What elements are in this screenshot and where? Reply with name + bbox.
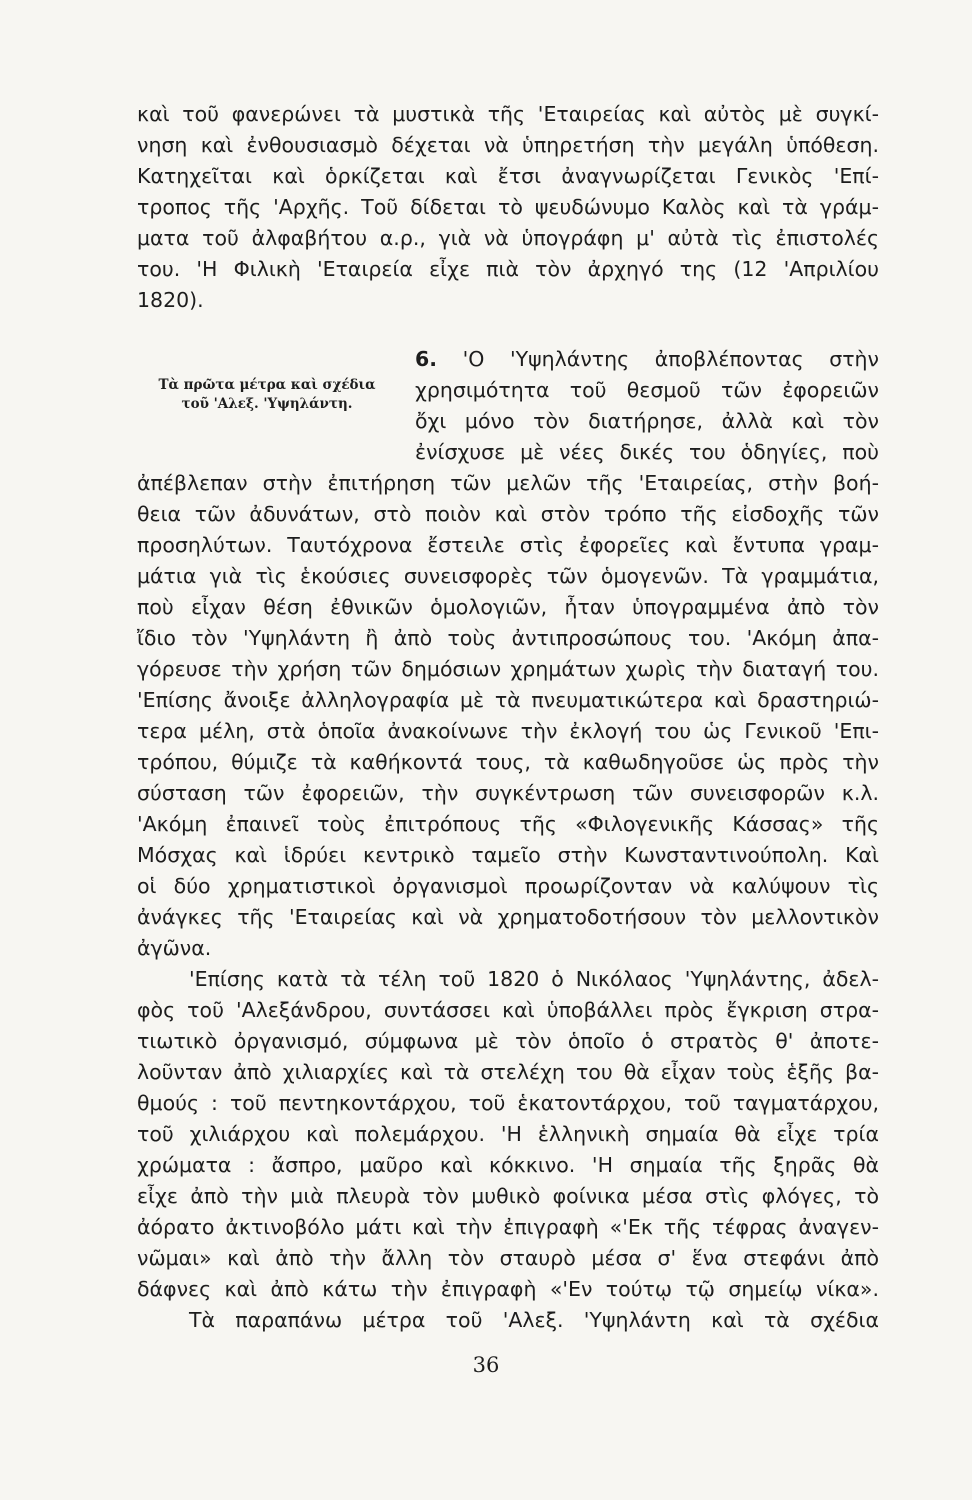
text-line	[415, 344, 879, 375]
text-line: τιωτικὸ ὀργανισμό, σύμφωνα μὲ τὸν ὁποῖο ὁ στρατὸς θ' ἀποτε-	[137, 1029, 879, 1053]
paragraph-2-indented	[415, 344, 879, 468]
text-line: καὶ τοῦ φανερώνει τὰ μυστικὰ τῆς 'Εταιρείας καὶ αὐτὸς μὲ συγκί-	[137, 102, 879, 126]
margin-heading-line: τοῦ 'Αλεξ. 'Υψηλάντη.	[181, 396, 353, 412]
text-line: ἀόρατο ἀκτινοβόλο μάτι καὶ τὴν ἐπιγραφὴ «'Εκ τῆς τέφρας ἀναγεν-	[137, 1215, 879, 1239]
text-line: φὸς τοῦ 'Αλεξάνδρου, συντάσσει καὶ ὑποβάλλει πρὸς ἔγκριση στρα-	[137, 998, 879, 1022]
text-line: τροπος τῆς 'Αρχῆς. Τοῦ δίδεται τὸ ψευδώνυμο Καλὸς καὶ τὰ γράμ-	[137, 195, 879, 219]
text-line: ἐνίσχυσε μὲ νέες δικές του ὁδηγίες, ποὺ	[415, 440, 879, 464]
text-line: νῶμαι» καὶ ἀπὸ τὴν ἄλλη τὸν σταυρὸ μέσα σ' ἕνα στεφάνι ἀπὸ	[137, 1246, 879, 1270]
text-line: χρησιμότητα τοῦ θεσμοῦ τῶν ἐφορειῶν	[415, 378, 879, 402]
paragraph-2	[137, 468, 879, 964]
text-line: Τὰ παραπάνω μέτρα τοῦ 'Αλεξ. 'Υψηλάντη καὶ τὰ σχέδια	[189, 1308, 879, 1332]
text-line: Κατηχεῖται καὶ ὁρκίζεται καὶ ἔτσι ἀναγνωρίζεται Γενικὸς 'Επί-	[137, 164, 879, 188]
text-line: νηση καὶ ἐνθουσιασμὸ δέχεται νὰ ὑπηρετήση τὴν μεγάλη ὑπόθεση.	[137, 133, 879, 157]
text-line: τρόπου, θύμιζε τὰ καθήκοντά τους, τὰ καθωδηγοῦσε ὡς πρὸς τὴν	[137, 750, 879, 774]
text-line: θμούς : τοῦ πεντηκοντάρχου, τοῦ ἑκατοντάρχου, τοῦ ταγματάρχου,	[137, 1091, 879, 1115]
text-line: εἶχε ἀπὸ τὴν μιὰ πλευρὰ τὸν μυθικὸ φοίνικα μέσα στὶς φλόγες, τὸ	[137, 1184, 879, 1208]
text-line: γόρευσε τὴν χρήση τῶν δημόσιων χρημάτων χωρὶς τὴν διαταγή του.	[137, 657, 879, 681]
text-line: Μόσχας καὶ ἱδρύει κεντρικὸ ταμεῖο στὴν Κωνσταντινούπολη. Καὶ	[137, 843, 879, 867]
text-line: ἀγῶνα.	[137, 936, 212, 960]
text-line: 'Επίσης κατὰ τὰ τέλη τοῦ 1820 ὁ Νικόλαος 'Υψηλάντης, ἀδελ-	[189, 967, 879, 991]
text-line: δάφνες καὶ ἀπὸ κάτω τὴν ἐπιγραφὴ «'Εν τούτῳ τῷ σημείῳ νίκα».	[137, 1277, 879, 1301]
text-line: χρώματα : ἄσπρο, μαῦρο καὶ κόκκινο. 'Η σημαία τῆς ξηρᾶς θὰ	[137, 1153, 879, 1177]
text-line: οἱ δύο χρηματιστικοὶ ὀργανισμοὶ προωρίζονταν νὰ καλύψουν τὶς	[137, 874, 879, 898]
text-line: σύσταση τῶν ἐφορειῶν, τὴν συγκέντρωση τῶν συνεισφορῶν κ.λ.	[137, 781, 879, 805]
text-line: μάτια γιὰ τὶς ἑκούσιες συνεισφορὲς τῶν ὁμογενῶν. Τὰ γραμμάτια,	[137, 564, 879, 588]
text-line: 1820).	[137, 288, 204, 312]
text-line: ἀπέβλεπαν στὴν ἐπιτήρηση τῶν μελῶν τῆς 'Εταιρείας, στὴν βοή-	[137, 471, 879, 495]
text-line: τερα μέλη, στὰ ὁποῖα ἀνακοίνωνε τὴν ἐκλογή του ὡς Γενικοῦ 'Επι-	[137, 719, 879, 743]
text-line: θεια τῶν ἀδυνάτων, στὸ ποιὸν καὶ στὸν τρόπο τῆς εἰσδοχῆς τῶν	[137, 502, 879, 526]
margin-heading-line: Τὰ πρῶτα μέτρα καὶ σχέδια	[158, 377, 376, 393]
margin-heading	[137, 376, 397, 414]
text-line: 'Ακόμη ἐπαινεῖ τοὺς ἐπιτρόπους τῆς «Φιλογενικῆς Κάσσας» τῆς	[137, 812, 879, 836]
text-line: προσηλύτων. Ταυτόχρονα ἔστειλε στὶς ἐφορεῖες καὶ ἔντυπα γραμ-	[137, 533, 879, 557]
text-line: ἀνάγκες τῆς 'Εταιρείας καὶ νὰ χρηματοδοτήσουν τὸν μελλοντικὸν	[137, 905, 879, 929]
text-line: 'Επίσης ἄνοιξε ἀλληλογραφία μὲ τὰ πνευματικώτερα καὶ δραστηριώ-	[137, 688, 879, 712]
text-line: λοῦνταν ἀπὸ χιλιαρχίες καὶ τὰ στελέχη του θὰ εἶχαν τοὺς ἑξῆς βα-	[137, 1060, 879, 1084]
text-line-part: 'Ο 'Υψηλάντης ἀποβλέποντας στὴν	[462, 347, 879, 371]
text-line: ποὺ εἶχαν θέση ἐθνικῶν ὁμολογιῶν, ἦταν ὑπογραμμένα ἀπὸ τὸν	[137, 595, 879, 619]
page-number: 36	[472, 1353, 500, 1377]
paragraph-3	[137, 964, 879, 1305]
text-line: ἴδιο τὸν 'Υψηλάντη ἢ ἀπὸ τοὺς ἀντιπροσώπους του. 'Ακόμη ἀπα-	[137, 626, 879, 650]
text-line: τοῦ χιλιάρχου καὶ πολεμάρχου. 'Η ἑλληνικὴ σημαία θὰ εἶχε τρία	[137, 1122, 879, 1146]
text-line: του. 'Η Φιλικὴ 'Εταιρεία εἶχε πιὰ τὸν ἀρχηγό της (12 'Απριλίου	[137, 257, 879, 281]
section-number: 6.	[415, 347, 438, 371]
text-line: ὄχι μόνο τὸν διατήρησε, ἀλλὰ καὶ τὸν	[415, 409, 879, 433]
text-line: ματα τοῦ ἀλφαβήτου α.ρ., γιὰ νὰ ὑπογράφη μ' αὐτὰ τὶς ἐπιστολές	[137, 226, 879, 250]
paragraph-4	[137, 1305, 879, 1336]
paragraph-1	[137, 99, 879, 316]
